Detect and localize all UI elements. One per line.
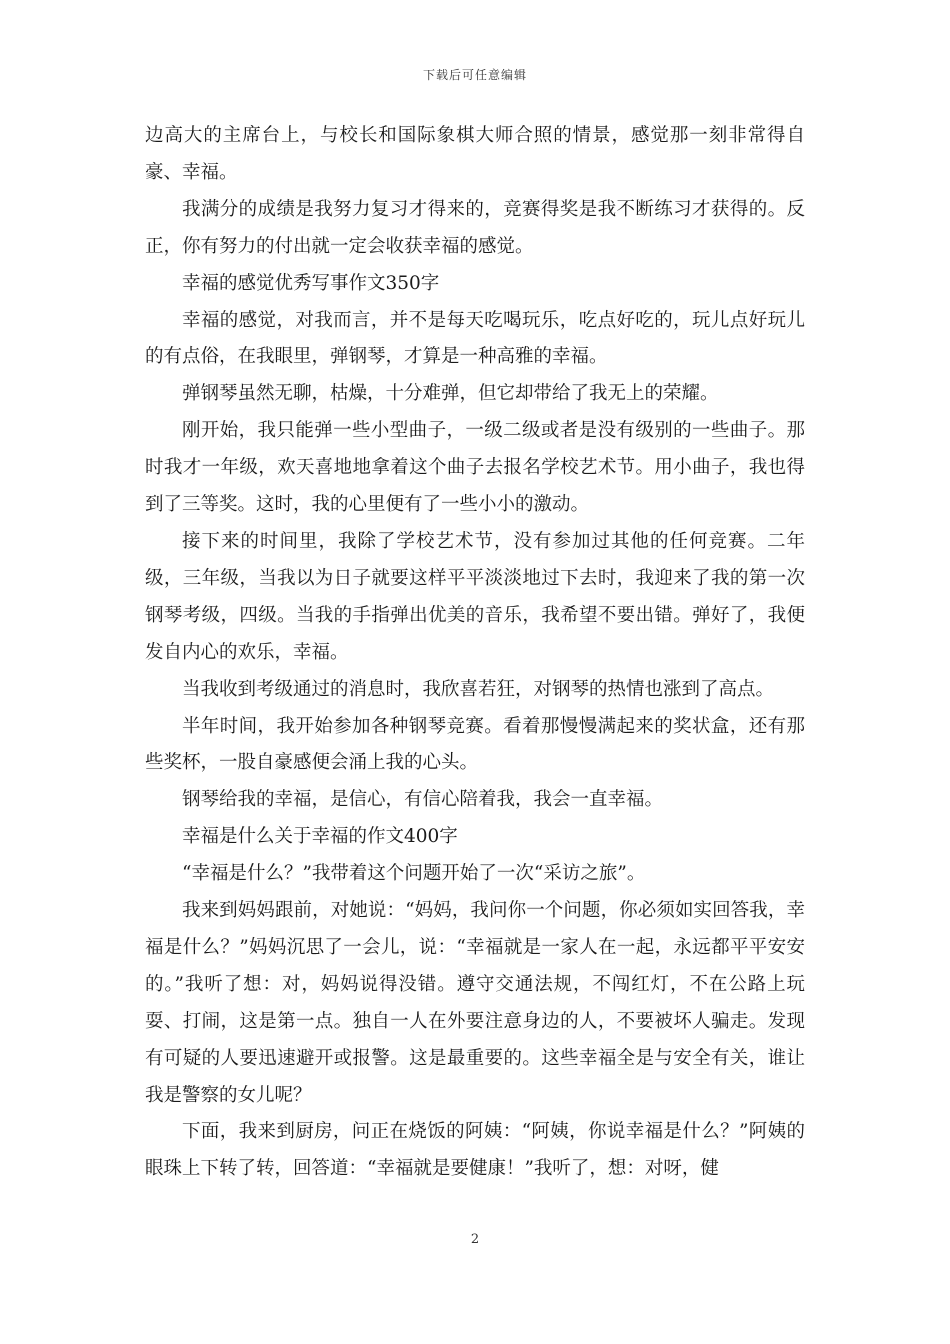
paragraph: 我满分的成绩是我努力复习才得来的，竞赛得奖是我不断练习才获得的。反正，你有努力的付出就一定会收获幸福的感觉。	[145, 198, 805, 257]
paragraph: 弹钢琴虽然无聊，枯燥，十分难弹，但它却带给了我无上的荣耀。	[182, 383, 719, 405]
paragraph: 当我收到考级通过的消息时，我欣喜若狂，对钢琴的热情也涨到了高点。	[182, 678, 775, 700]
paragraph: 下面，我来到厨房，问正在烧饭的阿姨：“阿姨，你说幸福是什么？”阿姨的眼珠上下转了转，回答道：“幸福就是要健康！”我听了，想：对呀，健	[145, 1121, 805, 1180]
paragraph: 钢琴给我的幸福，是信心，有信心陪着我，我会一直幸福。	[182, 789, 664, 811]
page-header: 下载后可任意编辑	[422, 68, 527, 82]
section-title: 幸福是什么关于幸福的作文400字	[182, 826, 458, 848]
page-number: 2	[470, 1232, 480, 1247]
paragraph-continuation: 边高大的主席台上，与校长和国际象棋大师合照的情景，感觉那一刻非常得自豪、幸福。	[145, 125, 805, 183]
paragraph: 接下来的时间里，我除了学校艺术节，没有参加过其他的任何竞赛。二年级，三年级，当我以为日子就要这样平平淡淡地过下去时，我迎来了我的第一次钢琴考级，四级。当我的手指弹出优美的音乐，我希望不要出错。弹好了，我便发自内心的欢乐，幸福。	[145, 530, 805, 663]
document-body	[145, 118, 805, 1188]
section-title: 幸福的感觉优秀写事作文350字	[182, 272, 440, 294]
paragraph: 刚开始，我只能弹一些小型曲子，一级二级或者是没有级别的一些曲子。那时我才一年级，欢天喜地地拿着这个曲子去报名学校艺术节。用小曲子，我也得到了三等奖。这时，我的心里便有了一些小小的激动。	[145, 420, 805, 516]
paragraph: 我来到妈妈跟前，对她说：“妈妈，我问你一个问题，你必须如实回答我，幸福是什么？”妈妈沉思了一会儿，说：“幸福就是一家人在一起，永远都平平安安的。”我听了想：对，妈妈说得没错。遵守交通法规，不闯红灯，不在公路上玩耍、打闹，这是第一点。独自一人在外要注意身边的人，不要被坏人骗走。发现有可疑的人要迅速避开或报警。这是最重要的。这些幸福全是与安全有关，谁让我是警察的女儿呢？	[145, 900, 805, 1106]
paragraph: “幸福是什么？”我带着这个问题开始了一次“采访之旅”。	[182, 863, 646, 885]
paragraph: 半年时间，我开始参加各种钢琴竞赛。看着那慢慢满起来的奖状盒，还有那些奖杯，一股自豪感便会涌上我的心头。	[145, 715, 805, 774]
paragraph: 幸福的感觉，对我而言，并不是每天吃喝玩乐，吃点好吃的，玩儿点好玩儿的有点俗，在我眼里，弹钢琴，才算是一种高雅的幸福。	[145, 309, 805, 368]
